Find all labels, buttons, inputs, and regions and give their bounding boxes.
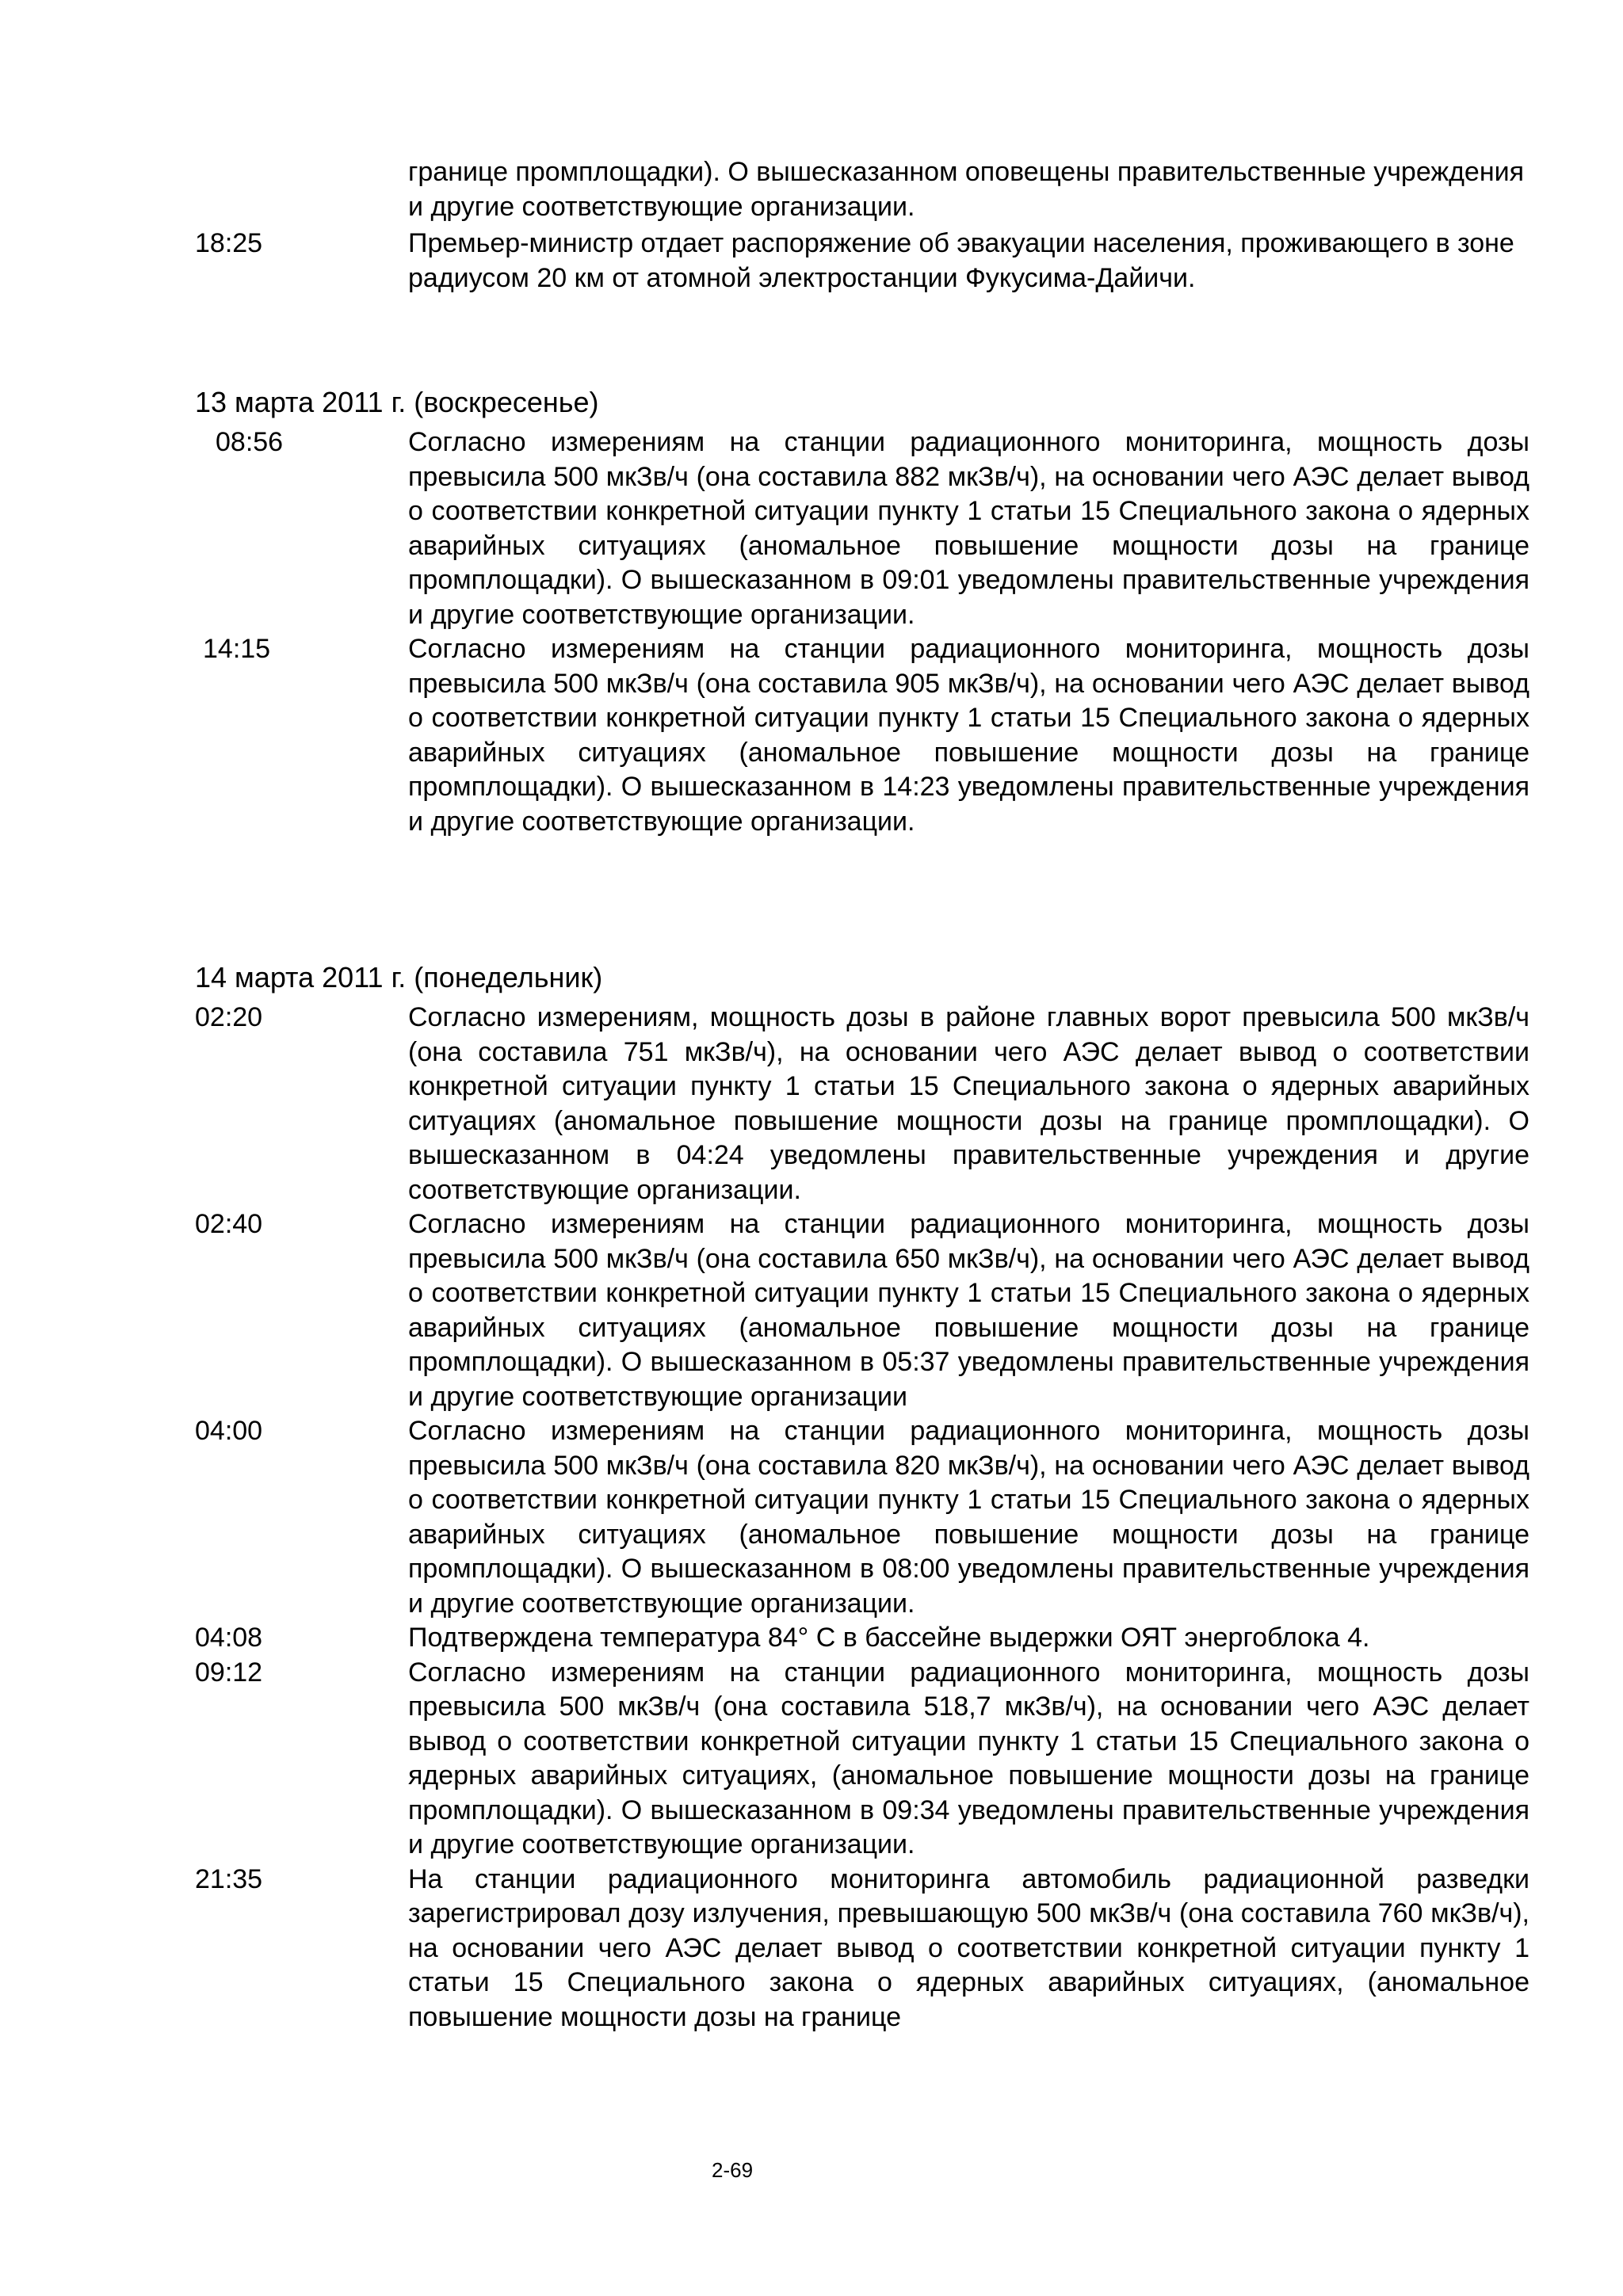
entry-time: 14:15 bbox=[203, 634, 271, 664]
entry-time: 04:00 bbox=[195, 1416, 263, 1446]
entry-text: Подтверждена температура 84° C в бассейне выдержки ОЯТ энергоблока 4. bbox=[408, 1623, 1370, 1653]
march14-entries bbox=[0, 1001, 1623, 2035]
timeline-entry bbox=[0, 1621, 1623, 1656]
entry-time: 09:12 bbox=[195, 1657, 263, 1688]
timeline-entry bbox=[0, 632, 1623, 839]
page-number: 2-69 bbox=[712, 2158, 754, 2182]
entry-time: 18:25 bbox=[195, 228, 263, 258]
entry-time: 21:35 bbox=[195, 1863, 263, 1894]
march13-entries bbox=[0, 425, 1623, 839]
intro-text: границе промплощадки). О вышесказанном оповещены правительственные учреждения и другие соответствующие организации. bbox=[408, 157, 1525, 222]
entry-text: Согласно измерениям, мощность дозы в районе главных ворот превысила 500 мкЗв/ч (она составила 751 мкЗв/ч), на основании чего АЭС делает вывод о соответствии конкретной ситуации пункту 1 статьи 15 Специального закона о ядерных аварийных ситуациях (аномальное повышение мощности дозы на границе промплощадки). О вышесказанном в 04:24 уведомлены правительственные учреждения и другие соответствующие организации. bbox=[408, 1002, 1529, 1205]
entry-text: Согласно измерениям на станции радиационного мониторинга, мощность дозы превысила 500 мкЗв/ч (она составила 820 мкЗв/ч), на основании чего АЭС делает вывод о соответствии конкретной ситуации пункту 1 статьи 15 Специального закона о ядерных аварийных ситуациях (аномальное повышение мощности дозы на границе промплощадки). О вышесказанном в 08:00 уведомлены правительственные учреждения и другие соответствующие организации. bbox=[408, 1416, 1529, 1619]
date-heading-march14: 14 марта 2011 г. (понедельник) bbox=[195, 961, 603, 994]
entry-text: Согласно измерениям на станции радиационного мониторинга, мощность дозы превысила 500 мкЗв/ч (она составила 882 мкЗв/ч), на основании чего АЭС делает вывод о соответствии конкретной ситуации пункту 1 статьи 15 Специального закона о ядерных аварийных ситуациях (аномальное повышение мощности дозы на границе промплощадки). О вышесказанном в 09:01 уведомлены правительственные учреждения и другие соответствующие организации. bbox=[408, 427, 1529, 630]
entry-time: 04:08 bbox=[195, 1623, 263, 1653]
timeline-entry bbox=[0, 227, 1623, 296]
entry-text: Согласно измерениям на станции радиационного мониторинга, мощность дозы превысила 500 мкЗв/ч (она составила 518,7 мкЗв/ч), на основании чего АЭС делает вывод о соответствии конкретной ситуации пункту 1 статьи 15 Специального закона о ядерных аварийных ситуациях, (аномальное повышение мощности дозы на границе промплощадки). О вышесказанном в 09:34 уведомлены правительственные учреждения и другие соответствующие организации. bbox=[408, 1657, 1529, 1859]
entry-text: Премьер-министр отдает распоряжение об эвакуации населения, проживающего в зоне радиусом 20 км от атомной электростанции Фукусима-Дайичи. bbox=[408, 228, 1514, 293]
timeline-entry bbox=[0, 1656, 1623, 1863]
timeline-entry bbox=[0, 1207, 1623, 1414]
entry-time: 02:40 bbox=[195, 1209, 263, 1239]
entry-text: Согласно измерениям на станции радиационного мониторинга, мощность дозы превысила 500 мкЗв/ч (она составила 650 мкЗв/ч), на основании чего АЭС делает вывод о соответствии конкретной ситуации пункту 1 статьи 15 Специального закона о ядерных аварийных ситуациях (аномальное повышение мощности дозы на границе промплощадки). О вышесказанном в 05:37 уведомлены правительственные учреждения и другие соответствующие организации bbox=[408, 1209, 1529, 1412]
entry-time: 02:20 bbox=[195, 1002, 263, 1032]
entry-time: 08:56 bbox=[216, 427, 284, 457]
date-heading-march13: 13 марта 2011 г. (воскресенье) bbox=[195, 386, 599, 418]
timeline-entry bbox=[0, 1414, 1623, 1621]
intro-entry bbox=[0, 155, 1623, 224]
timeline-entry bbox=[0, 425, 1623, 632]
entry-text: На станции радиационного мониторинга автомобиль радиационной разведки зарегистрировал дозу излучения, превышающую 500 мкЗв/ч (она составила 760 мкЗв/ч), на основании чего АЭС делает вывод о соответствии конкретной ситуации пункту 1 статьи 15 Специального закона о ядерных аварийных ситуациях, (аномальное повышение мощности дозы на границе bbox=[408, 1863, 1529, 2032]
intro-block bbox=[0, 155, 1623, 224]
entry-1825-block bbox=[0, 227, 1623, 296]
timeline-entry bbox=[0, 1001, 1623, 1207]
entry-text: Согласно измерениям на станции радиационного мониторинга, мощность дозы превысила 500 мкЗв/ч (она составила 905 мкЗв/ч), на основании чего АЭС делает вывод о соответствии конкретной ситуации пункту 1 статьи 15 Специального закона о ядерных аварийных ситуациях (аномальное повышение мощности дозы на границе промплощадки). О вышесказанном в 14:23 уведомлены правительственные учреждения и другие соответствующие организации. bbox=[408, 634, 1529, 837]
timeline-entry bbox=[0, 1863, 1623, 2035]
